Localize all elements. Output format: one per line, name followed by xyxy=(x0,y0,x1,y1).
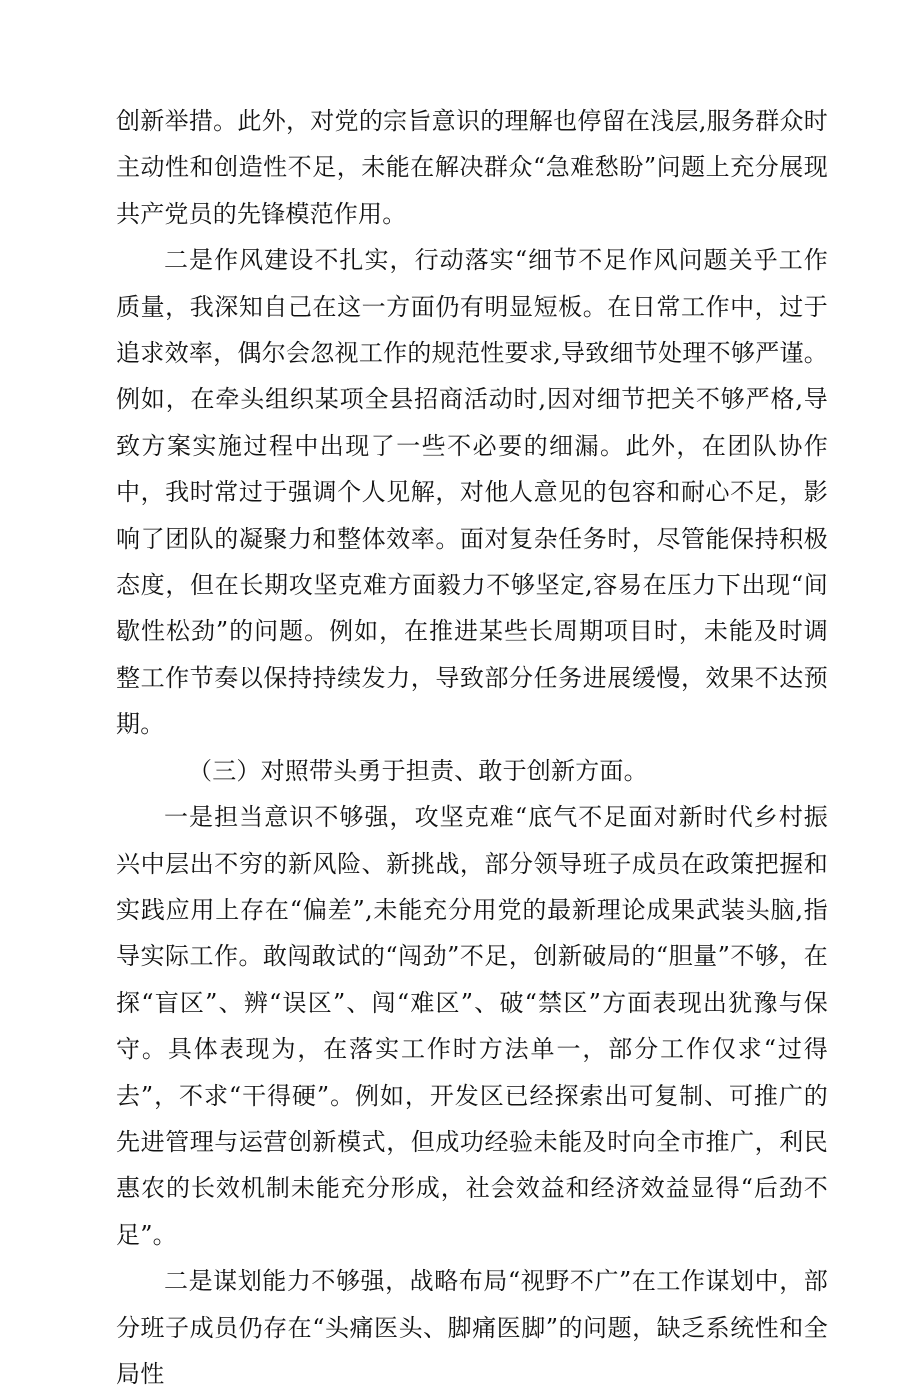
paragraph-responsibility: 一是担当意识不够强，攻坚克难“底气不足面对新时代乡村振兴中层出不穷的新风险、新挑战，部分领导班子成员在政策把握和实践应用上存在“偏差”,未能充分用党的最新理论成果武装头脑,指导实际工作。敢闯敢试的“闯劲”不足，创新破局的“胆量”不够，在探“盲区”、辨“误区”、闯“难区”、破“禁区”方面表现出犹豫与保守。具体表现为，在落实工作时方法单一，部分工作仅求“过得去”，不求“干得硬”。例如，开发区已经探索出可复制、可推广的先进管理与运营创新模式，但成功经验未能及时向全市推广，利民惠农的长效机制未能充分形成，社会效益和经济效益显得“后劲不足”。 xyxy=(116,803,828,1249)
document-body xyxy=(116,98,828,1397)
paragraph-continuation: 创新举措。此外，对党的宗旨意识的理解也停留在浅层,服务群众时主动性和创造性不足，未能在解决群众“急难愁盼”问题上充分展现共产党员的先锋模范作用。 xyxy=(116,107,828,228)
section-heading-three: （三）对照带头勇于担责、敢于创新方面。 xyxy=(188,756,648,785)
paragraph-work-style: 二是作风建设不扎实，行动落实“细节不足作风问题关乎工作质量，我深知自己在这一方面仍有明显短板。在日常工作中，过于追求效率，偶尔会忽视工作的规范性要求,导致细节处理不够严谨。例如，在牵头组织某项全县招商活动时,因对细节把关不够严格,导致方案实施过程中出现了一些不必要的细漏。此外，在团队协作中，我时常过于强调个人见解，对他人意见的包容和耐心不足，影响了团队的凝聚力和整体效率。面对复杂任务时，尽管能保持积极态度，但在长期攻坚克难方面毅力不够坚定,容易在压力下出现“间歇性松劲”的问题。例如，在推进某些长周期项目时，未能及时调整工作节奏以保持持续发力，导致部分任务进展缓慢，效果不达预期。 xyxy=(116,246,828,739)
paragraph-planning: 二是谋划能力不够强，战略布局“视野不广”在工作谋划中，部分班子成员仍存在“头痛医头、脚痛医脚”的问题，缺乏系统性和全局性 xyxy=(116,1267,828,1388)
